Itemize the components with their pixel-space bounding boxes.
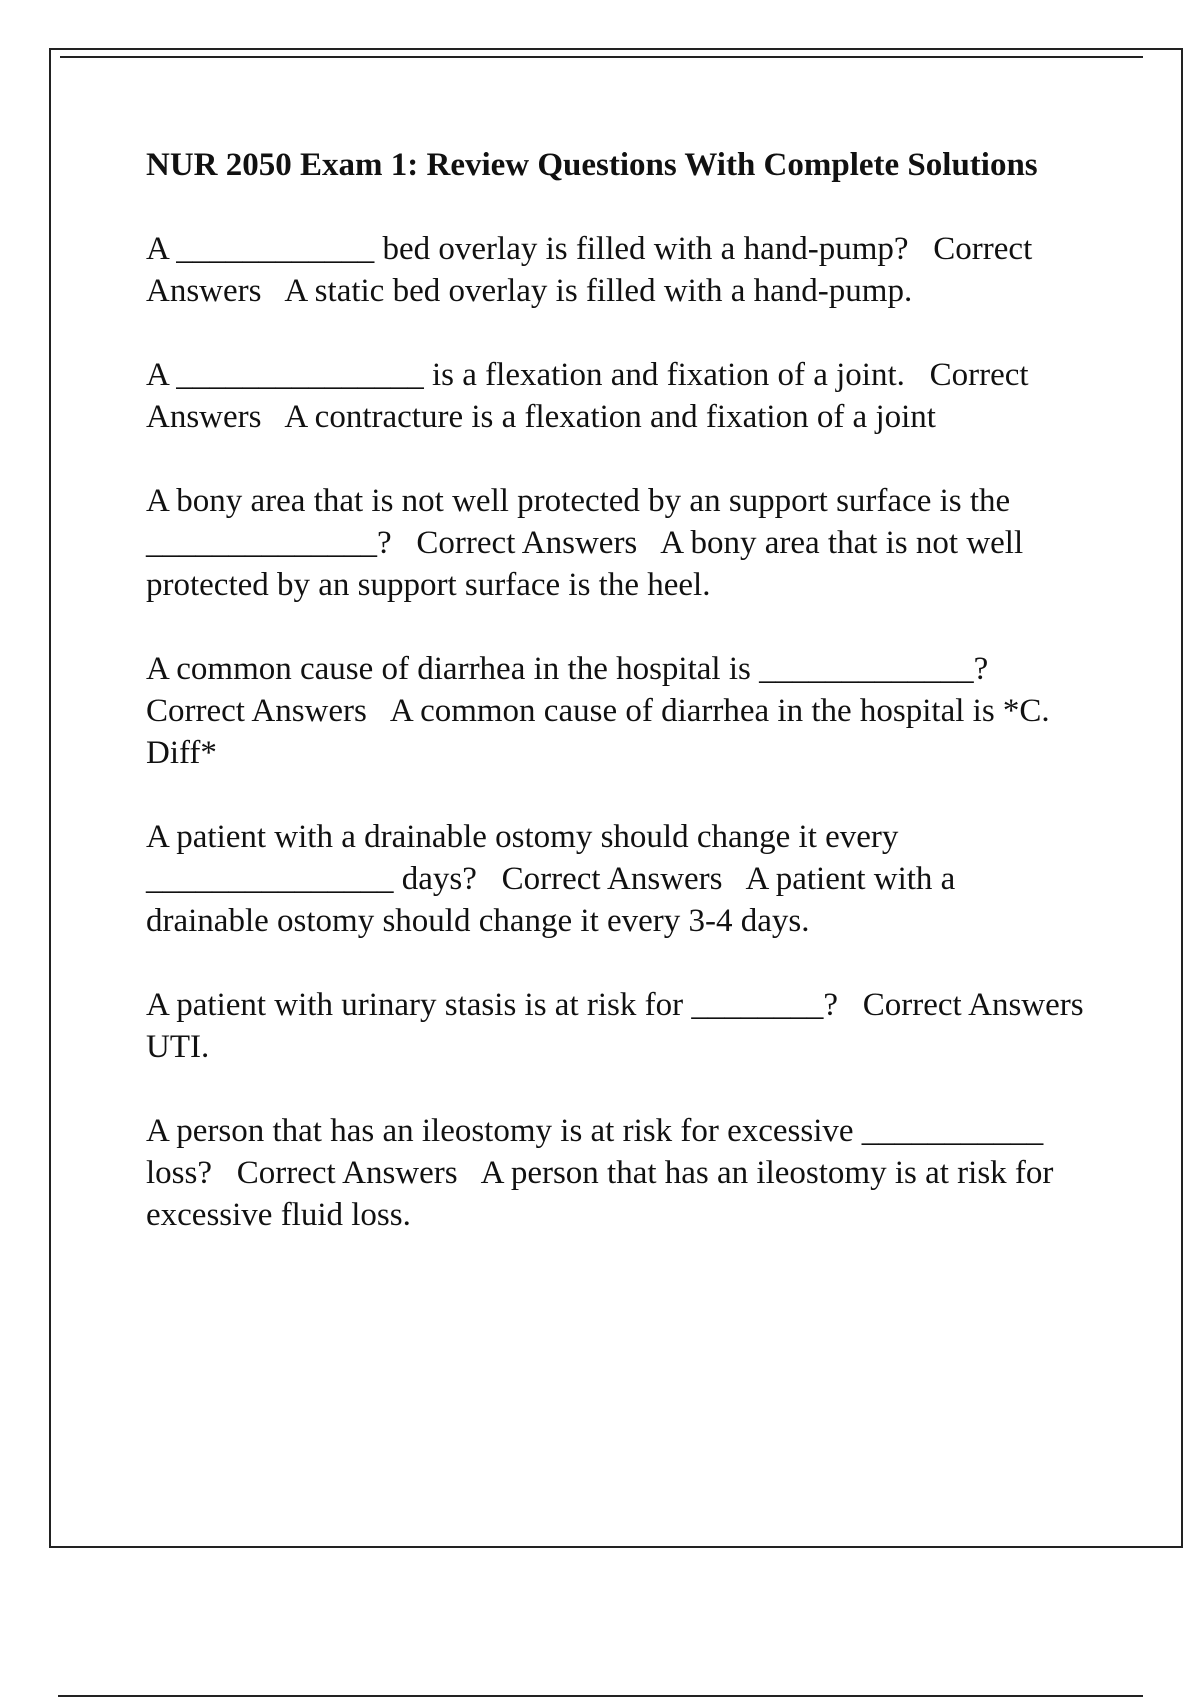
- qa-item: [146, 816, 1086, 942]
- answer-label: Correct Answers: [146, 357, 1036, 435]
- answer-text: A common cause of diarrhea in the hospital is *C. Diff*: [146, 693, 1058, 771]
- question-text: A bony area that is not well protected by an support surface is the ______________?: [146, 483, 1019, 561]
- answer-text: A person that has an ileostomy is at risk for excessive fluid loss.: [146, 1155, 1062, 1233]
- qa-item: [146, 228, 1086, 312]
- answer-label: Correct Answers: [501, 861, 740, 897]
- qa-item: [146, 648, 1086, 774]
- qa-item: [146, 1110, 1086, 1236]
- answer-label: Correct Answers: [862, 987, 1101, 1023]
- answer-text: A static bed overlay is filled with a hand-pump.: [284, 273, 913, 309]
- document-body: [146, 145, 1101, 1278]
- answer-label: Correct Answers: [236, 1155, 475, 1191]
- question-text: A person that has an ileostomy is at risk for excessive ___________ loss?: [146, 1113, 1052, 1191]
- question-text: A patient with urinary stasis is at risk for ________?: [146, 987, 855, 1023]
- answer-label: Correct Answers: [146, 693, 384, 729]
- qa-item: [146, 354, 1086, 438]
- answer-text: A bony area that is not well protected by an support surface is the heel.: [146, 525, 1032, 603]
- question-text: A ____________ bed overlay is filled with a hand-pump?: [146, 231, 926, 267]
- question-text: A patient with a drainable ostomy should change it every _______________ days?: [146, 819, 907, 897]
- answer-label: Correct Answers: [146, 231, 1039, 309]
- footer-rule: [58, 1695, 1143, 1697]
- header-rule: [60, 56, 1143, 58]
- answer-text: UTI.: [146, 1029, 210, 1065]
- answer-text: A patient with a drainable ostomy should change it every 3-4 days.: [146, 861, 964, 939]
- qa-item: [146, 480, 1086, 606]
- answer-label: Correct Answers: [416, 525, 654, 561]
- question-text: A _______________ is a flexation and fixation of a joint.: [146, 357, 922, 393]
- question-text: A common cause of diarrhea in the hospital is _____________?: [146, 651, 1005, 687]
- answer-text: A contracture is a flexation and fixation of a joint: [284, 399, 936, 435]
- qa-item: [146, 984, 1101, 1068]
- document-title: NUR 2050 Exam 1: Review Questions With Complete Solutions: [146, 147, 1038, 183]
